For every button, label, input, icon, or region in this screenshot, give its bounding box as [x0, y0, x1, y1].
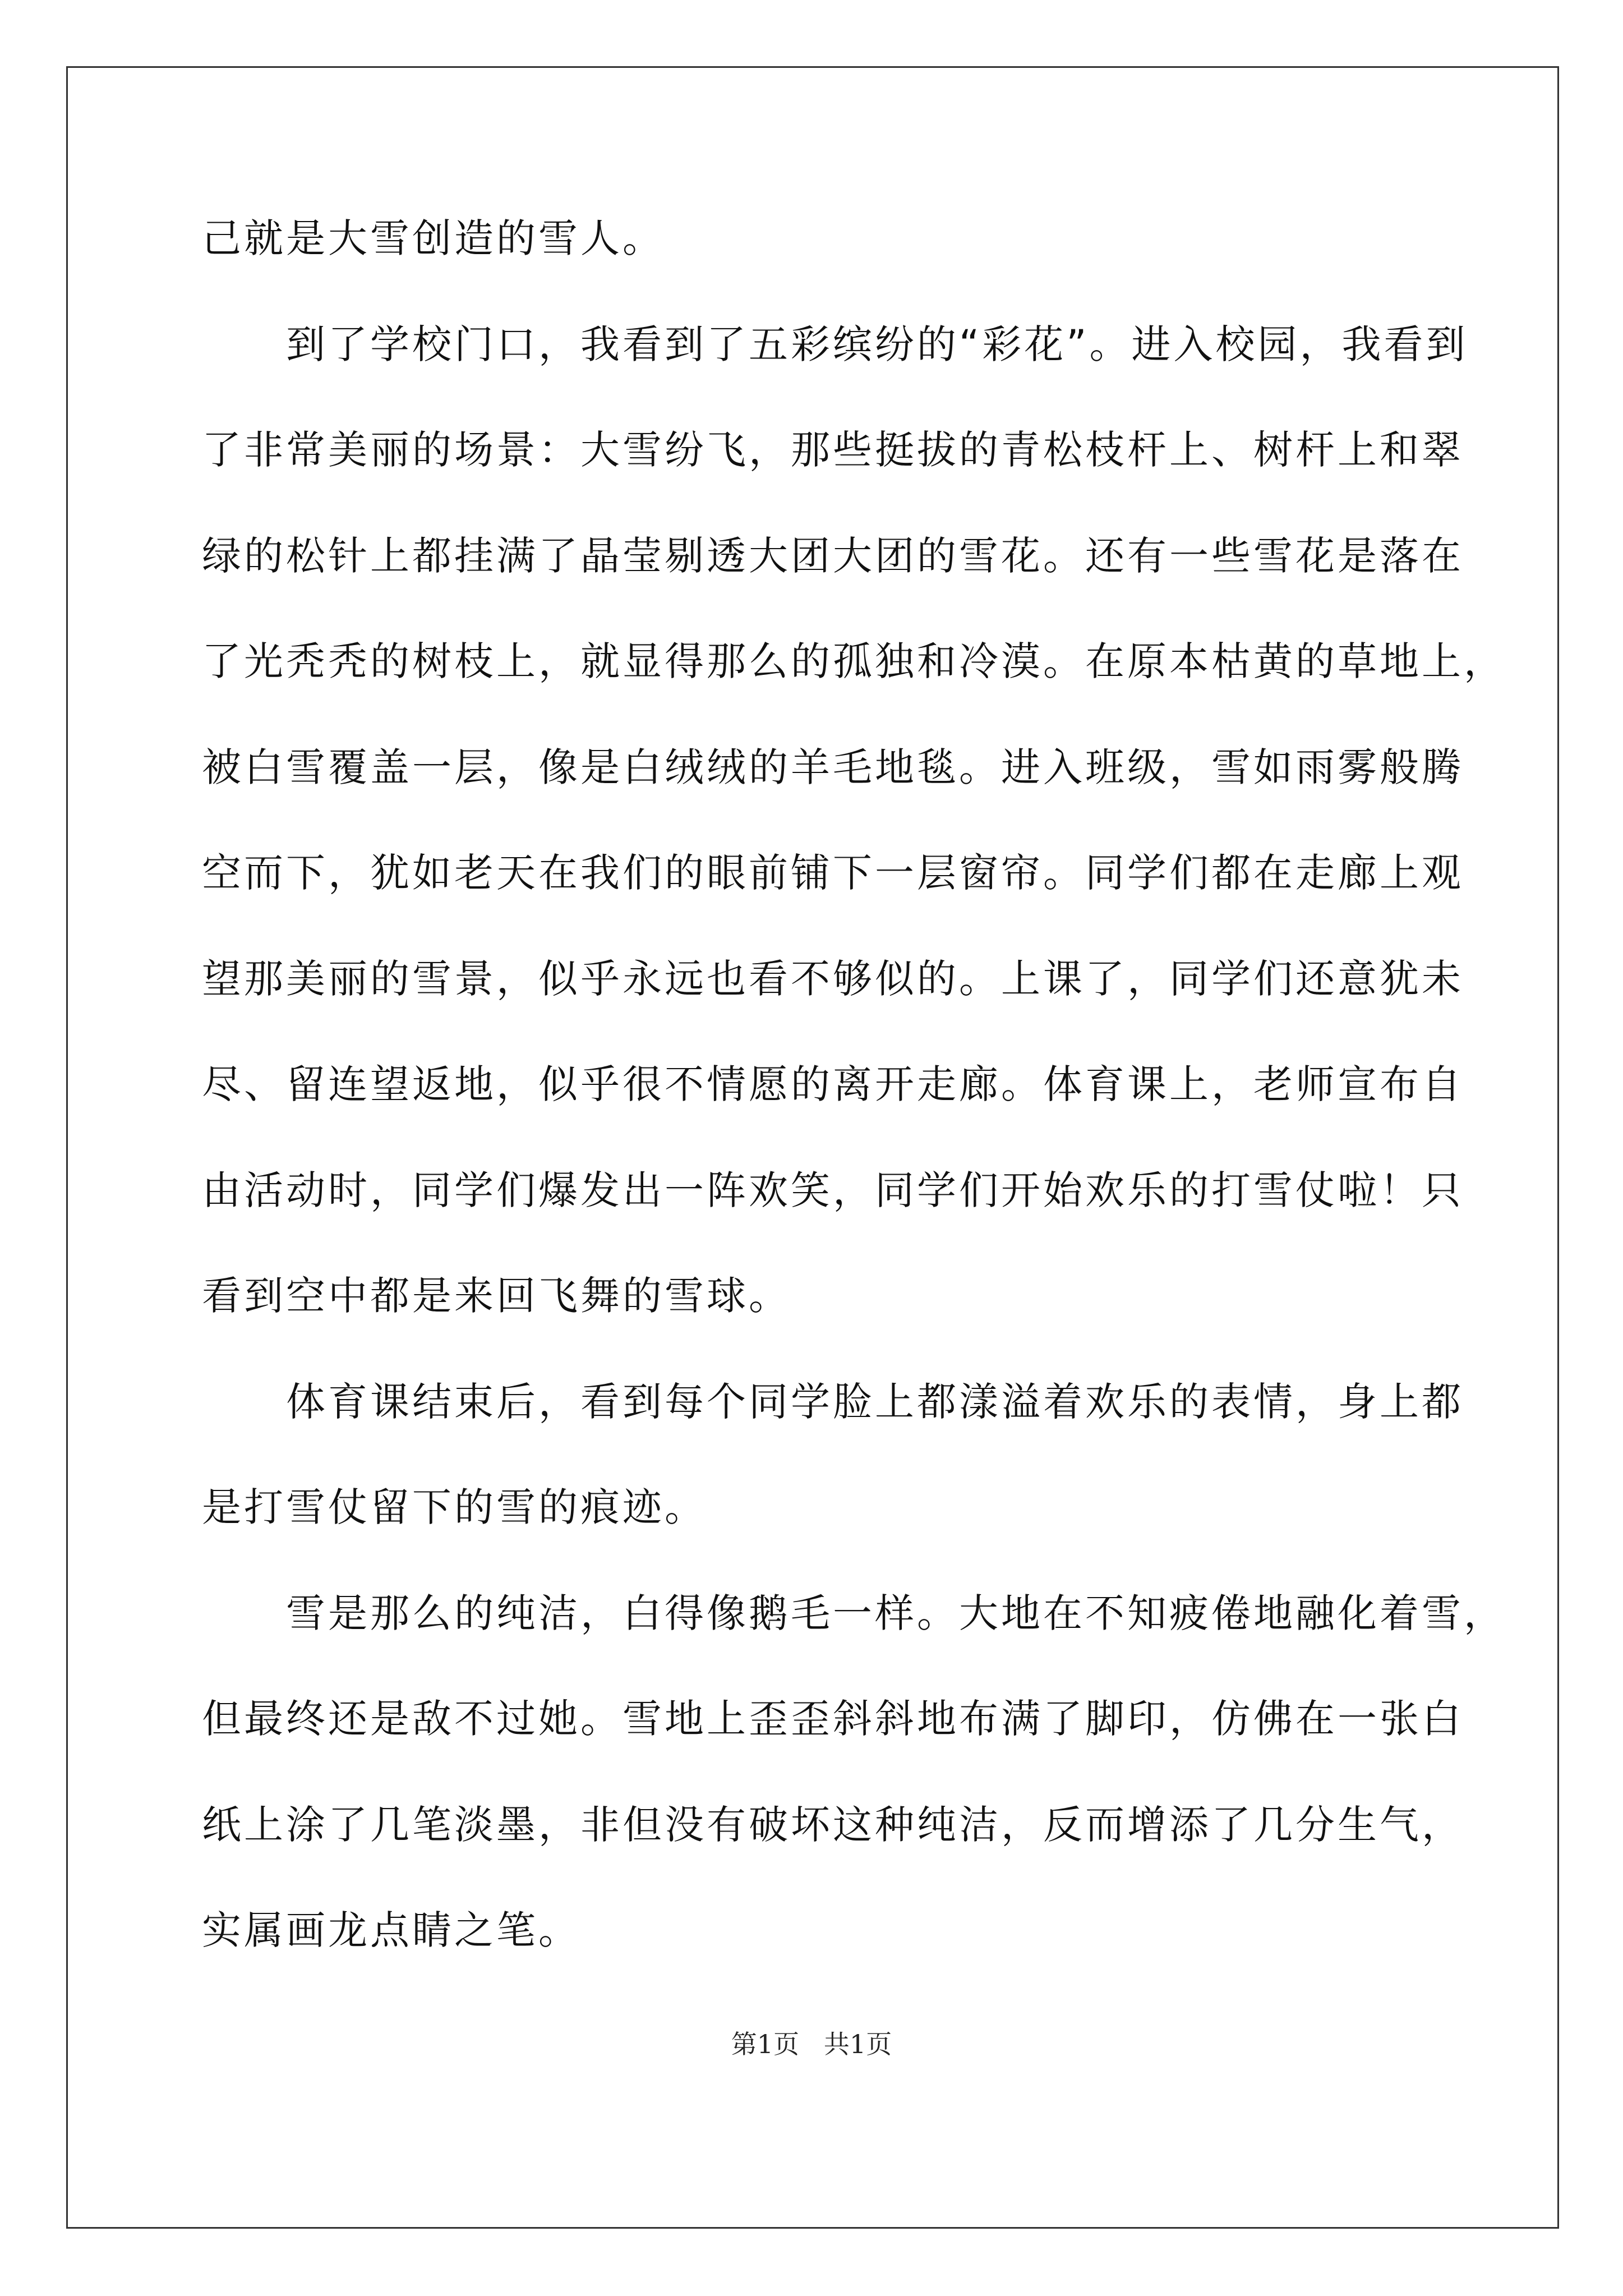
text-line: 被白雪覆盖一层，像是白绒绒的羊毛地毯。进入班级，雪如雨雾般腾 — [202, 744, 1464, 790]
text-line: 是打雪仗留下的雪的痕迹。 — [202, 1484, 707, 1530]
text-line: 望那美丽的雪景，似乎永远也看不够似的。上课了，同学们还意犹未 — [202, 955, 1464, 1002]
document-body — [202, 210, 1506, 2008]
text-line: 体育课结束后，看到每个同学脸上都漾溢着欢乐的表情，身上都 — [202, 1378, 1464, 1425]
text-line: 到了学校门口，我看到了五彩缤纷的“彩花”。进入校园，我看到 — [202, 321, 1468, 367]
text-line: 看到空中都是来回飞舞的雪球。 — [202, 1273, 791, 1319]
text-line: 了非常美丽的场景：大雪纷飞，那些挺拔的青松枝杆上、树杆上和翠 — [202, 427, 1464, 473]
text-line: 己就是大雪创造的雪人。 — [202, 215, 665, 261]
page-number-footer: 第1页 共1页 — [731, 2029, 892, 2059]
text-line: 绿的松针上都挂满了晶莹剔透大团大团的雪花。还有一些雪花是落在 — [202, 532, 1464, 579]
text-line: 雪是那么的纯洁，白得像鹅毛一样。大地在不知疲倦地融化着雪， — [202, 1590, 1506, 1636]
text-line: 由活动时，同学们爆发出一阵欢笑，同学们开始欢乐的打雪仗啦！只 — [202, 1167, 1464, 1213]
text-line: 纸上涂了几笔淡墨，非但没有破坏这种纯洁，反而增添了几分生气， — [202, 1801, 1464, 1848]
text-line: 但最终还是敌不过她。雪地上歪歪斜斜地布满了脚印，仿佛在一张白 — [202, 1696, 1464, 1742]
text-line: 实属画龙点睛之笔。 — [202, 1907, 580, 1953]
text-line: 了光秃秃的树枝上，就显得那么的孤独和冷漠。在原本枯黄的草地上， — [202, 638, 1506, 684]
text-line: 空而下，犹如老天在我们的眼前铺下一层窗帘。同学们都在走廊上观 — [202, 850, 1464, 896]
text-line: 尽、留连望返地，似乎很不情愿的离开走廊。体育课上，老师宣布自 — [202, 1061, 1464, 1107]
